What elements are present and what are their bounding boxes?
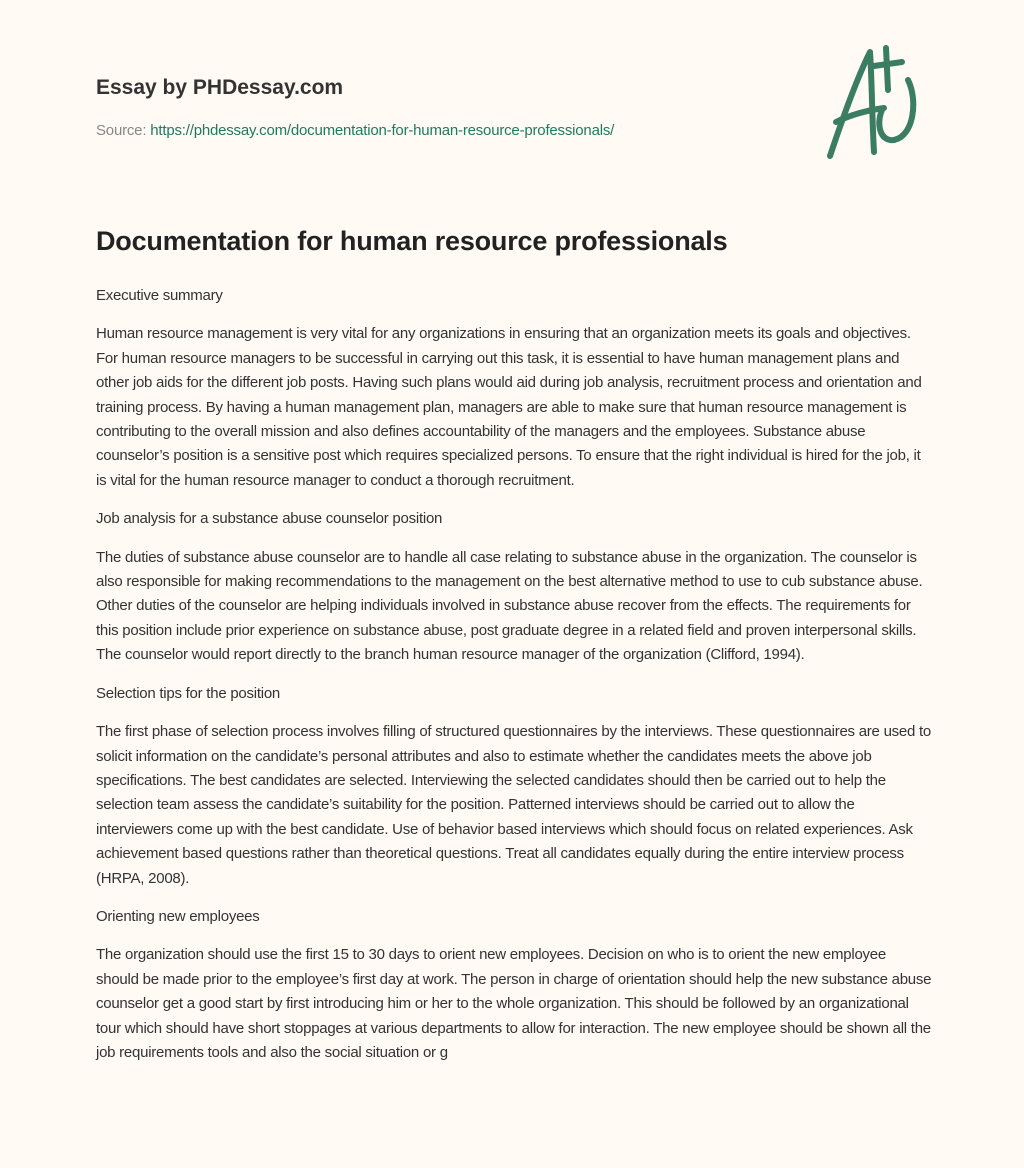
brand-title: Essay by PHDessay.com (96, 76, 344, 99)
section-heading: Executive summary (96, 287, 223, 304)
paragraph: The duties of substance abuse counselor are to handle all case relating to substance abuse in the organization. The counselor is also responsible for making recommendations to the management on the best alternative method to use to cub substance abuse. Other duties of the counselor are helping individuals involved in substance abuse recover from the effects. The requirements for this position include prior experience on substance abuse, post graduate degree in a related field and proven interpersonal skills. The counselor would report directly to the branch human resource manager of the organization (Clifford, 1994). (96, 548, 923, 664)
paragraph: The first phase of selection process involves filling of structured questionnaires by the interviews. These questionnaires are used to solicit information on the candidate’s personal attributes and also to estimate whether the candidates meets the above job specifications. The best candidates are selected. Interviewing the selected candidates should then be carried out to help the selection team assess the candidate’s suitability for the position. Patterned interviews should be carried out to allow the interviewers come up with the best candidate. Use of behavior based interviews which should focus on related experiences. Ask achievement based questions rather than theoretical questions. Treat all candidates equally during the entire interview process (HRPA, 2008). (96, 723, 932, 887)
section-heading: Selection tips for the position (96, 684, 281, 702)
source-link[interactable]: https://phdessay.com/documentation-for-human-resource-professionals/ (150, 122, 615, 139)
section-heading: Orienting new employees (96, 907, 260, 925)
source-line (96, 122, 614, 139)
paragraph: The organization should use the first 15 to 30 days to orient new employees. Decision on who is to orient the new employee should be made prior to the employee’s first day at work. The person in charge of orientation should help the new substance abuse counselor get a good start by first introducing him or her to the whole organization. This should be followed by an organizational tour which should have short stoppages at various departments to allow for interaction. The new employee should be shown all the job requirements tools and also the social situation or g (96, 946, 932, 1061)
paragraph: Human resource management is very vital for any organizations in ensuring that an organization meets its goals and objectives. For human resource managers to be successful in carrying out this task, it is essential to have human management plans and other job aids for the different job posts. Having such plans would aid during job analysis, recruitment process and orientation and training process. By having a human management plan, managers are able to make sure that human resource management is contributing to the overall mission and also defines accountability of the managers and the employees. Substance abuse counselor’s position is a sensitive post which requires specialized persons. To ensure that the right individual is hired for the job, it is vital for the human resource manager to conduct a thorough recruitment. (96, 325, 922, 489)
essay-title: Documentation for human resource professionals (96, 226, 728, 256)
a-plus-logo-icon (822, 40, 928, 164)
essay-body (96, 284, 932, 1079)
section-heading: Job analysis for a substance abuse counselor position (96, 510, 443, 528)
source-label: Source: (96, 122, 147, 139)
